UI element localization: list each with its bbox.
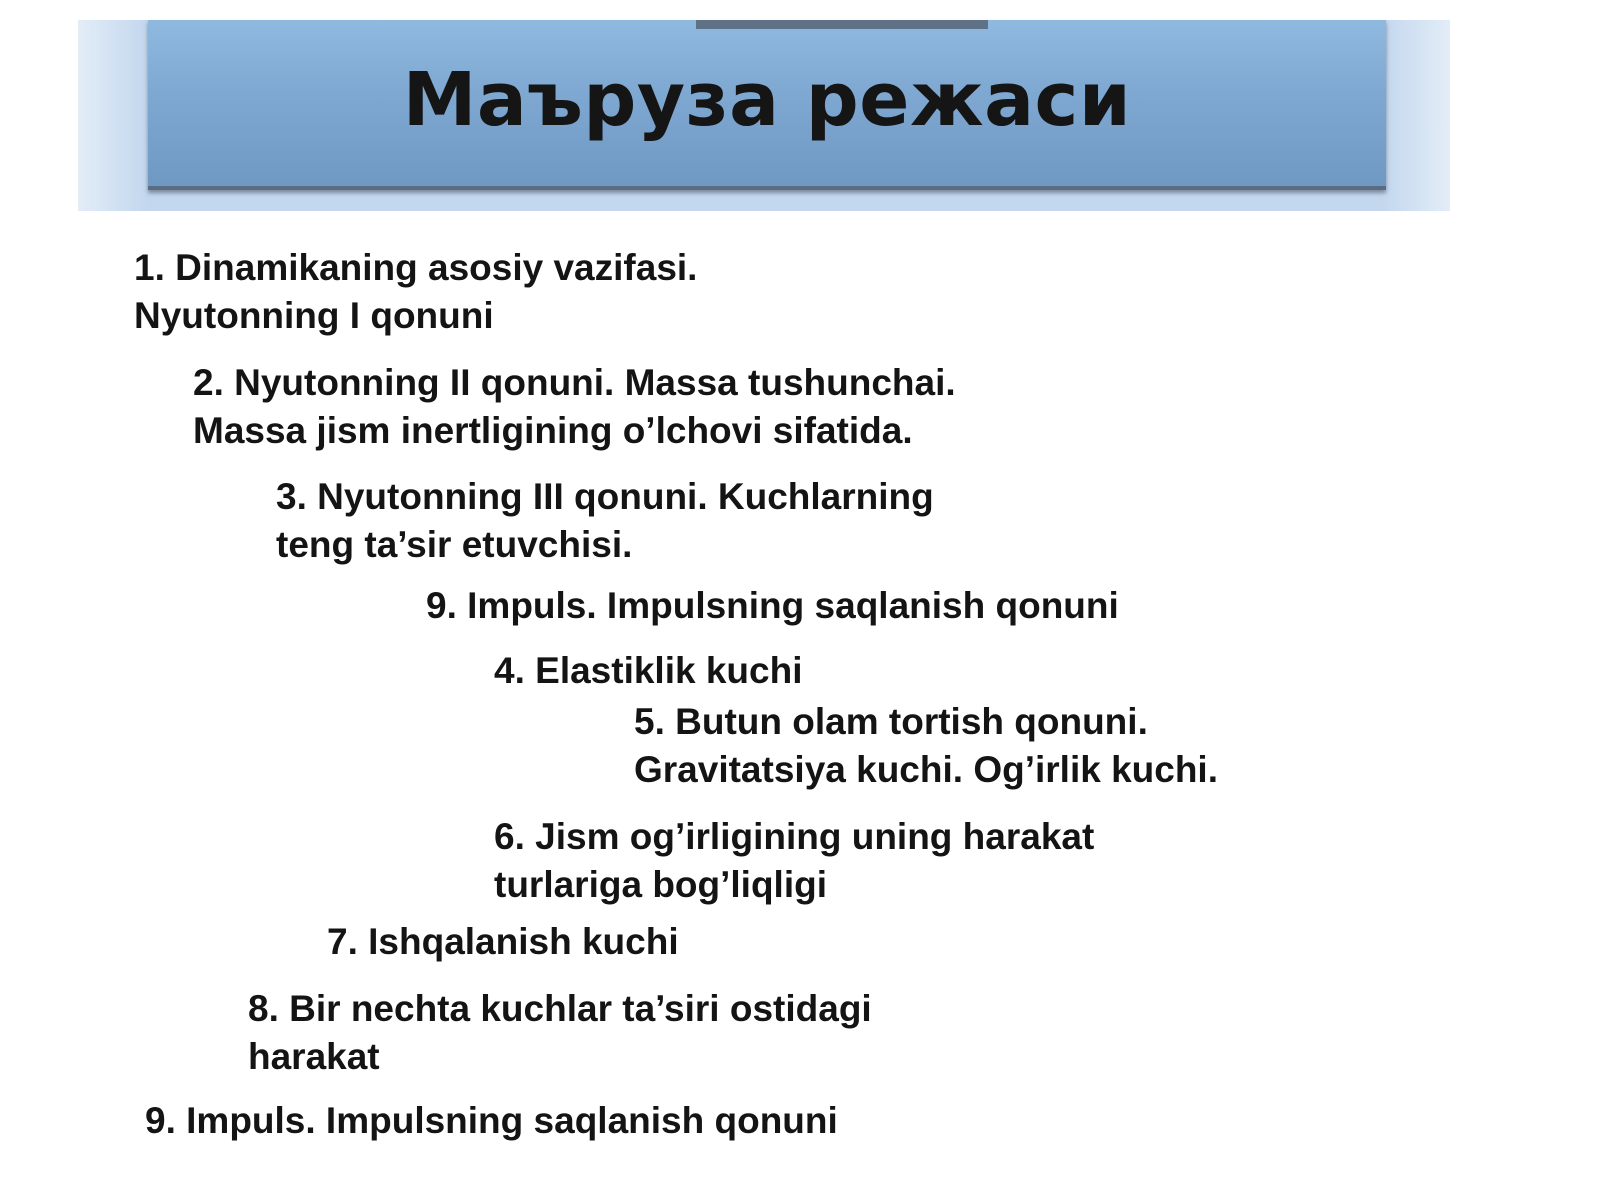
list-item-line: 6. Jism og’irligining uning harakat bbox=[494, 816, 1095, 857]
list-item bbox=[145, 1097, 838, 1145]
banner-tab bbox=[696, 20, 988, 29]
list-item-line: 3. Nyutonning III qonuni. Kuchlarning bbox=[276, 476, 934, 517]
slide-title: Маъруза режаси bbox=[402, 57, 1132, 143]
list-item bbox=[494, 813, 1094, 909]
list-item bbox=[634, 698, 1218, 794]
list-item-line: 7. Ishqalanish kuchi bbox=[327, 921, 679, 962]
list-item-line: 4. Elastiklik kuchi bbox=[494, 650, 803, 691]
list-item-line: Nyutonning I qonuni bbox=[134, 295, 494, 336]
title-banner-frame bbox=[78, 20, 1450, 211]
list-item-line: Massa jism inertligining o’lchovi sifatida. bbox=[193, 410, 913, 451]
list-item bbox=[193, 359, 956, 455]
list-item-line: 1. Dinamikaning asosiy vazifasi. bbox=[134, 247, 698, 288]
list-item-line: 9. Impuls. Impulsning saqlanish qonuni bbox=[426, 585, 1119, 626]
list-item-line: Gravitatsiya kuchi. Og’irlik kuchi. bbox=[634, 749, 1218, 790]
list-item-line: harakat bbox=[248, 1036, 380, 1077]
list-item-line: 8. Bir nechta kuchlar ta’siri ostidagi bbox=[248, 988, 872, 1029]
title-banner bbox=[148, 20, 1386, 190]
list-item bbox=[494, 647, 802, 695]
list-item-line: teng ta’sir etuvchisi. bbox=[276, 524, 633, 565]
list-item-line: 2. Nyutonning II qonuni. Massa tushunchai. bbox=[193, 362, 956, 403]
list-item-line: turlariga bog’liqligi bbox=[494, 864, 827, 905]
list-item bbox=[327, 918, 679, 966]
list-item bbox=[426, 582, 1119, 630]
list-item-line: 5. Butun olam tortish qonuni. bbox=[634, 701, 1148, 742]
list-item-line: 9. Impuls. Impulsning saqlanish qonuni bbox=[145, 1100, 838, 1141]
list-item bbox=[134, 244, 697, 340]
list-item bbox=[276, 473, 934, 569]
list-item bbox=[248, 985, 872, 1081]
